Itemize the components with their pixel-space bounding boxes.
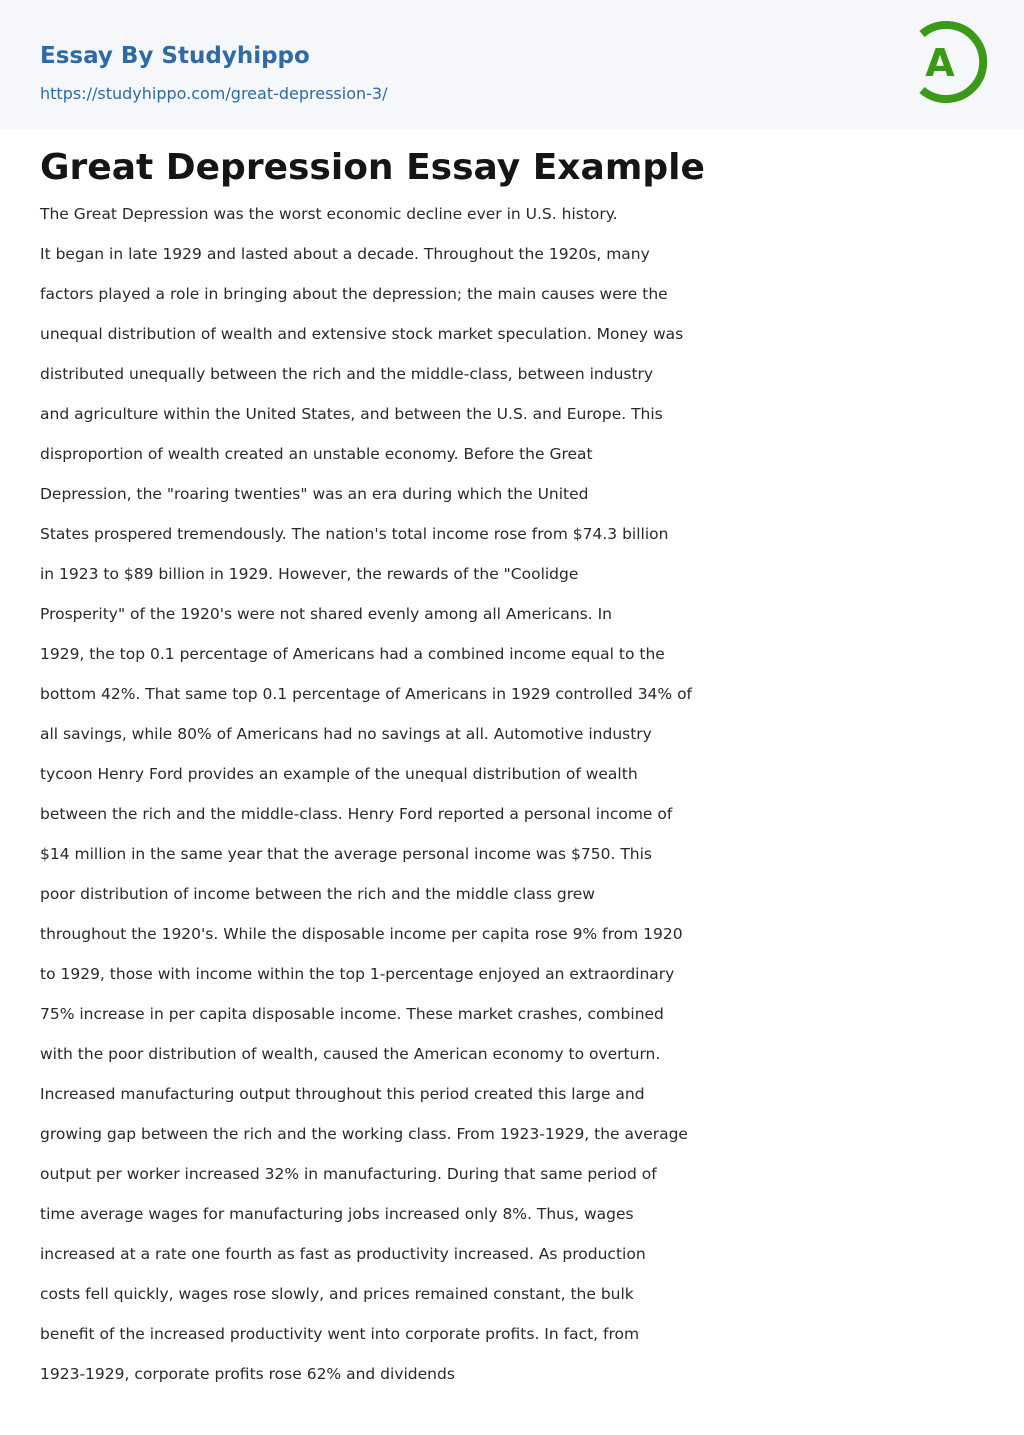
essay-line: unequal distribution of wealth and extensive stock market speculation. Money was (40, 325, 684, 343)
article (40, 145, 760, 1394)
essay-line: tycoon Henry Ford provides an example of the unequal distribution of wealth (40, 765, 638, 783)
essay-line: poor distribution of income between the rich and the middle class grew (40, 885, 595, 903)
brand-title: Essay By Studyhippo (40, 43, 310, 69)
essay-line: Prosperity" of the 1920's were not shared evenly among all Americans. In (40, 605, 612, 623)
essay-line: and agriculture within the United States, and between the U.S. and Europe. This (40, 405, 663, 423)
essay-line: in 1923 to $89 billion in 1929. However, the rewards of the "Coolidge (40, 565, 579, 583)
essay-line: costs fell quickly, wages rose slowly, and prices remained constant, the bulk (40, 1285, 634, 1303)
essay-line: throughout the 1920's. While the disposable income per capita rose 9% from 1920 (40, 925, 683, 943)
essay-line: distributed unequally between the rich and the middle-class, between industry (40, 365, 654, 383)
essay-line: to 1929, those with income within the top 1-percentage enjoyed an extraordinary (40, 965, 675, 983)
essay-line: growing gap between the rich and the working class. From 1923-1929, the average (40, 1125, 688, 1143)
essay-line: States prospered tremendously. The nation's total income rose from $74.3 billion (40, 525, 669, 543)
essay-line: 1923-1929, corporate profits rose 62% and dividends (40, 1365, 455, 1383)
essay-line: $14 million in the same year that the average personal income was $750. This (40, 845, 652, 863)
studyhippo-logo-icon[interactable] (904, 18, 988, 106)
essay-line: between the rich and the middle-class. Henry Ford reported a personal income of (40, 805, 673, 823)
essay-line: It began in late 1929 and lasted about a decade. Throughout the 1920s, many (40, 245, 650, 263)
page-title: Great Depression Essay Example (40, 147, 705, 188)
essay-line: benefit of the increased productivity went into corporate profits. In fact, from (40, 1325, 640, 1343)
essay-line: 1929, the top 0.1 percentage of Americans had a combined income equal to the (40, 645, 665, 663)
source-url-link[interactable]: https://studyhippo.com/great-depression-3/ (40, 84, 388, 103)
essay-line: Depression, the "roaring twenties" was an era during which the United (40, 485, 589, 503)
essay-body (40, 194, 760, 1394)
logo-letter: A (925, 41, 955, 85)
essay-line: output per worker increased 32% in manufacturing. During that same period of (40, 1165, 657, 1183)
site-header (0, 0, 1024, 129)
essay-line: disproportion of wealth created an unstable economy. Before the Great (40, 445, 593, 463)
essay-line: all savings, while 80% of Americans had no savings at all. Automotive industry (40, 725, 652, 743)
essay-line: The Great Depression was the worst economic decline ever in U.S. history. (40, 205, 618, 223)
essay-line: bottom 42%. That same top 0.1 percentage of Americans in 1929 controlled 34% of (40, 685, 693, 703)
essay-line: time average wages for manufacturing jobs increased only 8%. Thus, wages (40, 1205, 634, 1223)
essay-line: Increased manufacturing output throughout this period created this large and (40, 1085, 645, 1103)
essay-line: factors played a role in bringing about the depression; the main causes were the (40, 285, 668, 303)
essay-line: increased at a rate one fourth as fast as productivity increased. As production (40, 1245, 646, 1263)
essay-line: 75% increase in per capita disposable income. These market crashes, combined (40, 1005, 664, 1023)
essay-line: with the poor distribution of wealth, caused the American economy to overturn. (40, 1045, 661, 1063)
